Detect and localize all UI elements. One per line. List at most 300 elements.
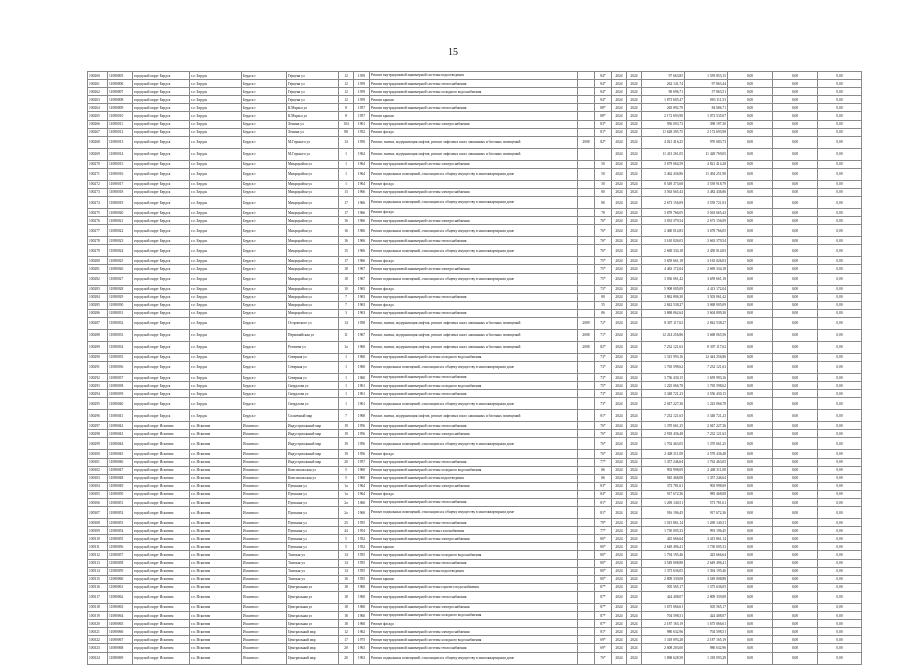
cell-commission-year bbox=[578, 128, 595, 136]
cell-municipal-district: городской округ Бердск bbox=[133, 225, 190, 237]
cell-street: Индустриальный мкр bbox=[287, 450, 339, 458]
cell-settlement: г.о. Бердск bbox=[190, 301, 242, 309]
cell-municipal-district: городской округ Искитим bbox=[133, 430, 190, 438]
cell-work-type: Ремонт внутридомовой инженерной системы теплоснабжения bbox=[370, 591, 578, 603]
cell-cost-fund: 3 668 065,56 bbox=[685, 329, 728, 341]
cell-locality: Искитим г bbox=[242, 466, 287, 474]
cell-record-id: 100308 bbox=[88, 519, 108, 527]
cell-work-type: Ремонт внутридомовой инженерной системы электроснабжения bbox=[370, 188, 578, 196]
table-row bbox=[88, 148, 862, 160]
cell-commission-year bbox=[578, 430, 595, 438]
cell-cost-budget-local: 0,00 bbox=[773, 422, 818, 430]
cell-cost-total: 3 348 721,23 bbox=[642, 390, 685, 398]
cell-record-id: 100266 bbox=[88, 120, 108, 128]
cell-cost-budget-local: 0,00 bbox=[773, 466, 818, 474]
cell-locality: Бердск г bbox=[242, 197, 287, 209]
cell-cost-budget-local: 0,00 bbox=[773, 96, 818, 104]
cell-municipal-district: городской округ Искитим bbox=[133, 422, 190, 430]
cell-cost-other: 0,00 bbox=[818, 652, 862, 664]
cell-plan-end-year: 2024 bbox=[627, 341, 642, 353]
cell-street: Микрорайон ул bbox=[287, 285, 339, 293]
cell-cost-budget-local: 0,00 bbox=[773, 301, 818, 309]
cell-commission-year bbox=[578, 559, 595, 567]
cell-street: К.Маркса ул bbox=[287, 104, 339, 112]
cell-cost-fund: 2 809 339,08 bbox=[685, 591, 728, 603]
cell-cost-fund: 97 863,44 bbox=[685, 80, 728, 88]
cell-cost-budget-local: 0,00 bbox=[773, 225, 818, 237]
cell-cost-other: 0,00 bbox=[818, 519, 862, 527]
cell-street: Островского ул bbox=[287, 317, 339, 329]
cell-plan-start-year: 2024 bbox=[612, 148, 627, 160]
cell-locality: Бердск г bbox=[242, 341, 287, 353]
cell-settlement: г.о. Искитим bbox=[190, 499, 242, 507]
cell-cost-budget-local: 0,00 bbox=[773, 373, 818, 381]
cell-settlement: г.о. Искитим bbox=[190, 519, 242, 527]
cell-cost-budget-regional: 0,00 bbox=[728, 80, 773, 88]
table-row bbox=[88, 612, 862, 620]
cell-object-code: 11080069 bbox=[108, 652, 133, 664]
cell-street: К.Маркса ул bbox=[287, 112, 339, 120]
cell-record-id: 100307 bbox=[88, 507, 108, 519]
cell-street: Микрорайон ул bbox=[287, 209, 339, 217]
cell-cost-budget-regional: 0,00 bbox=[728, 398, 773, 410]
cell-municipal-district: городской округ Искитим bbox=[133, 466, 190, 474]
cell-plan-start-year: 2024 bbox=[612, 293, 627, 301]
cell-cost-other: 0,00 bbox=[818, 317, 862, 329]
cell-object-code: 11080034 bbox=[108, 341, 133, 353]
cell-record-id: 100324 bbox=[88, 652, 108, 664]
cell-street: М.Горького ул bbox=[287, 136, 339, 148]
cell-cost-fund: 398 197,30 bbox=[685, 120, 728, 128]
cell-build-year: 1960 bbox=[354, 507, 370, 519]
cell-cost-fund: 2 172 693,98 bbox=[685, 128, 728, 136]
cell-work-type: Ремонт внутридомовой инженерной системы теплоснабжения bbox=[370, 309, 578, 317]
table-row bbox=[88, 482, 862, 490]
cell-object-code: 11080030 bbox=[108, 301, 133, 309]
cell-plan-start-year: 2024 bbox=[612, 128, 627, 136]
cell-cost-other: 0,00 bbox=[818, 80, 862, 88]
cell-wear-percent: 87* bbox=[595, 612, 612, 620]
cell-cost-budget-local: 0,00 bbox=[773, 438, 818, 450]
table-row bbox=[88, 237, 862, 245]
cell-plan-start-year: 2024 bbox=[612, 390, 627, 398]
cell-cost-budget-regional: 0,00 bbox=[728, 237, 773, 245]
cell-build-year: 1960 bbox=[354, 499, 370, 507]
cell-cost-other: 0,00 bbox=[818, 458, 862, 466]
cell-cost-fund: 3 604 809,30 bbox=[685, 309, 728, 317]
cell-commission-year bbox=[578, 217, 595, 225]
cell-plan-end-year: 2024 bbox=[627, 450, 642, 458]
cell-plan-end-year: 2024 bbox=[627, 507, 642, 519]
cell-cost-budget-regional: 0,00 bbox=[728, 422, 773, 430]
table-row bbox=[88, 197, 862, 209]
cell-cost-fund: 1 675 066,61 bbox=[685, 620, 728, 628]
table-row bbox=[88, 458, 862, 466]
cell-locality: Искитим г bbox=[242, 527, 287, 535]
cell-build-year: 1955 bbox=[354, 559, 370, 567]
cell-settlement: г.о. Бердск bbox=[190, 209, 242, 217]
cell-locality: Бердск г bbox=[242, 225, 287, 237]
cell-commission-year bbox=[578, 591, 595, 603]
cell-build-year: 1961 bbox=[354, 382, 370, 390]
cell-street: Центральная ул bbox=[287, 620, 339, 628]
cell-cost-budget-regional: 0,00 bbox=[728, 603, 773, 611]
cell-wear-percent: 71* bbox=[595, 329, 612, 341]
cell-cost-budget-regional: 0,00 bbox=[728, 373, 773, 381]
cell-cost-total: 1 315 993,16 bbox=[642, 353, 685, 361]
cell-cost-budget-local: 0,00 bbox=[773, 519, 818, 527]
cell-street: Центральная ул bbox=[287, 603, 339, 611]
cell-work-type: Ремонт подвальных помещений, относящихся к общему имуществу в многоквартирном доме bbox=[370, 438, 578, 450]
cell-cost-budget-regional: 0,00 bbox=[728, 265, 773, 273]
cell-build-year: 1957 bbox=[354, 112, 370, 120]
cell-cost-fund: 1 072 535,07 bbox=[685, 112, 728, 120]
cell-plan-start-year: 2024 bbox=[612, 341, 627, 353]
cell-locality: Искитим г bbox=[242, 543, 287, 551]
cell-cost-total: 7 232 121,63 bbox=[642, 410, 685, 422]
cell-settlement: г.о. Бердск bbox=[190, 128, 242, 136]
cell-work-type: Ремонт внутридомовой инженерной системы теплоснабжения bbox=[370, 422, 578, 430]
cell-settlement: г.о. Бердск bbox=[190, 112, 242, 120]
cell-commission-year: 2008 bbox=[578, 329, 595, 341]
cell-settlement: г.о. Искитим bbox=[190, 482, 242, 490]
cell-cost-fund: 970 683,73 bbox=[685, 136, 728, 148]
cell-plan-start-year: 2024 bbox=[612, 88, 627, 96]
cell-wear-percent: 80 bbox=[595, 197, 612, 209]
cell-wear-percent: 83* bbox=[595, 482, 612, 490]
cell-build-year: 1964 bbox=[354, 168, 370, 180]
cell-cost-other: 0,00 bbox=[818, 559, 862, 567]
cell-cost-total: 1 375 636,05 bbox=[642, 567, 685, 575]
cell-object-code: 11080043 bbox=[108, 430, 133, 438]
cell-build-year: 1957 bbox=[354, 104, 370, 112]
cell-street: Микрорайон ул bbox=[287, 180, 339, 188]
cell-cost-budget-regional: 0,00 bbox=[728, 527, 773, 535]
cell-commission-year bbox=[578, 543, 595, 551]
cell-commission-year bbox=[578, 583, 595, 591]
cell-plan-end-year: 2024 bbox=[627, 72, 642, 80]
cell-cost-total: 3 679 064,59 bbox=[642, 160, 685, 168]
cell-cost-fund: 2 047 227,36 bbox=[685, 422, 728, 430]
cell-object-code: 11080016 bbox=[108, 168, 133, 180]
cell-record-id: 100282 bbox=[88, 273, 108, 285]
cell-build-year: 1956 bbox=[354, 422, 370, 430]
cell-work-type: Ремонт подвальных помещений, относящихся к общему имуществу в многоквартирном доме bbox=[370, 273, 578, 285]
cell-house-number: 104 bbox=[339, 120, 354, 128]
cell-cost-budget-local: 0,00 bbox=[773, 490, 818, 498]
cell-settlement: г.о. Бердск bbox=[190, 341, 242, 353]
cell-work-type: Ремонт внутридомовой инженерной системы горячего водоснабжения bbox=[370, 583, 578, 591]
cell-cost-budget-local: 0,00 bbox=[773, 474, 818, 482]
cell-settlement: г.о. Бердск bbox=[190, 398, 242, 410]
cell-cost-total: 1 794 195,46 bbox=[642, 551, 685, 559]
cell-cost-budget-regional: 0,00 bbox=[728, 361, 773, 373]
cell-house-number: 8 bbox=[339, 112, 354, 120]
cell-cost-other: 0,00 bbox=[818, 72, 862, 80]
cell-plan-end-year: 2024 bbox=[627, 591, 642, 603]
cell-cost-total: 2 809 339,08 bbox=[642, 575, 685, 583]
cell-house-number: 14 bbox=[339, 317, 354, 329]
cell-cost-budget-regional: 0,00 bbox=[728, 257, 773, 265]
cell-locality: Бердск г bbox=[242, 329, 287, 341]
cell-record-id: 100283 bbox=[88, 285, 108, 293]
cell-cost-fund: 1 375 636,05 bbox=[685, 583, 728, 591]
cell-object-code: 11080036 bbox=[108, 361, 133, 373]
table-row bbox=[88, 317, 862, 329]
cell-plan-end-year: 2024 bbox=[627, 225, 642, 237]
cell-plan-start-year: 2024 bbox=[612, 273, 627, 285]
table-row bbox=[88, 628, 862, 636]
cell-settlement: г.о. Бердск bbox=[190, 382, 242, 390]
cell-municipal-district: городской округ Бердск bbox=[133, 293, 190, 301]
cell-municipal-district: городской округ Бердск bbox=[133, 329, 190, 341]
cell-record-id: 100288 bbox=[88, 329, 108, 341]
cell-plan-end-year: 2024 bbox=[627, 373, 642, 381]
cell-record-id: 100285 bbox=[88, 301, 108, 309]
cell-house-number: 18 bbox=[339, 612, 354, 620]
cell-house-number: 25 bbox=[339, 519, 354, 527]
cell-cost-budget-regional: 0,00 bbox=[728, 559, 773, 567]
cell-municipal-district: городской округ Бердск bbox=[133, 257, 190, 265]
cell-cost-fund: 7 232 121,63 bbox=[685, 430, 728, 438]
cell-cost-other: 0,00 bbox=[818, 482, 862, 490]
cell-street: Томская ул bbox=[287, 559, 339, 567]
cell-municipal-district: городской округ Бердск bbox=[133, 237, 190, 245]
cell-cost-budget-local: 0,00 bbox=[773, 583, 818, 591]
cell-commission-year bbox=[578, 120, 595, 128]
cell-locality: Бердск г bbox=[242, 309, 287, 317]
cell-work-type: Ремонт крыши bbox=[370, 543, 578, 551]
cell-street: Ленина ул bbox=[287, 120, 339, 128]
cell-house-number: 19 bbox=[339, 422, 354, 430]
cell-locality: Искитим г bbox=[242, 535, 287, 543]
cell-object-code: 11080010 bbox=[108, 112, 133, 120]
cell-settlement: г.о. Искитим bbox=[190, 636, 242, 644]
cell-settlement: г.о. Искитим bbox=[190, 507, 242, 519]
table-row bbox=[88, 603, 862, 611]
cell-house-number: 14 bbox=[339, 567, 354, 575]
cell-record-id: 100309 bbox=[88, 527, 108, 535]
cell-house-number: 1 bbox=[339, 353, 354, 361]
cell-record-id: 100318 bbox=[88, 603, 108, 611]
cell-municipal-district: городской округ Бердск bbox=[133, 197, 190, 209]
cell-cost-budget-regional: 0,00 bbox=[728, 329, 773, 341]
cell-plan-end-year: 2024 bbox=[627, 482, 642, 490]
cell-cost-budget-regional: 0,00 bbox=[728, 430, 773, 438]
cell-plan-end-year: 2024 bbox=[627, 285, 642, 293]
cell-object-code: 11080039 bbox=[108, 390, 133, 398]
cell-commission-year: 2009 bbox=[578, 317, 595, 329]
cell-settlement: г.о. Бердск bbox=[190, 285, 242, 293]
cell-house-number: 5 bbox=[339, 474, 354, 482]
cell-cost-total: 1 873 605,47 bbox=[642, 96, 685, 104]
cell-object-code: 11080013 bbox=[108, 136, 133, 148]
cell-wear-percent: 77* bbox=[595, 458, 612, 466]
cell-cost-budget-local: 0,00 bbox=[773, 136, 818, 148]
cell-cost-fund: 2 669 334,18 bbox=[685, 265, 728, 273]
cell-wear-percent: 55 bbox=[595, 301, 612, 309]
cell-cost-budget-local: 0,00 bbox=[773, 361, 818, 373]
cell-cost-budget-local: 0,00 bbox=[773, 104, 818, 112]
cell-cost-budget-regional: 0,00 bbox=[728, 301, 773, 309]
table-row bbox=[88, 382, 862, 390]
cell-wear-percent: 80* bbox=[595, 535, 612, 543]
cell-cost-other: 0,00 bbox=[818, 499, 862, 507]
cell-house-number: 20 bbox=[339, 644, 354, 652]
cell-cost-other: 0,00 bbox=[818, 644, 862, 652]
cell-build-year: 1963 bbox=[354, 652, 370, 664]
table-row bbox=[88, 160, 862, 168]
cell-cost-total: 5 908 005,09 bbox=[642, 285, 685, 293]
cell-wear-percent: 73* bbox=[595, 373, 612, 381]
cell-wear-percent: 76* bbox=[595, 422, 612, 430]
cell-cost-other: 0,00 bbox=[818, 612, 862, 620]
cell-plan-start-year: 2024 bbox=[612, 301, 627, 309]
cell-record-id: 100297 bbox=[88, 422, 108, 430]
cell-cost-other: 0,00 bbox=[818, 293, 862, 301]
cell-commission-year bbox=[578, 168, 595, 180]
cell-plan-end-year: 2024 bbox=[627, 104, 642, 112]
cell-work-type: Ремонт крыши bbox=[370, 112, 578, 120]
cell-build-year: 1952 bbox=[354, 128, 370, 136]
cell-cost-total: 916 196,45 bbox=[642, 507, 685, 519]
cell-house-number: 88 bbox=[339, 128, 354, 136]
cell-record-id: 100315 bbox=[88, 575, 108, 583]
cell-cost-total: 945 468,08 bbox=[642, 474, 685, 482]
cell-cost-other: 0,00 bbox=[818, 474, 862, 482]
cell-cost-budget-regional: 0,00 bbox=[728, 293, 773, 301]
cell-plan-start-year: 2024 bbox=[612, 559, 627, 567]
cell-street: Микрорайон ул bbox=[287, 245, 339, 257]
cell-object-code: 11080035 bbox=[108, 353, 133, 361]
cell-cost-budget-local: 0,00 bbox=[773, 245, 818, 257]
cell-municipal-district: городской округ Бердск bbox=[133, 265, 190, 273]
cell-plan-start-year: 2024 bbox=[612, 474, 627, 482]
cell-object-code: 11080061 bbox=[108, 583, 133, 591]
cell-municipal-district: городской округ Бердск bbox=[133, 96, 190, 104]
cell-commission-year bbox=[578, 160, 595, 168]
cell-cost-fund: 1 318 093,28 bbox=[685, 652, 728, 664]
cell-locality: Бердск г bbox=[242, 237, 287, 245]
cell-plan-start-year: 2024 bbox=[612, 438, 627, 450]
cell-cost-budget-local: 0,00 bbox=[773, 317, 818, 329]
cell-cost-budget-regional: 0,00 bbox=[728, 197, 773, 209]
cell-cost-budget-regional: 0,00 bbox=[728, 160, 773, 168]
table-row bbox=[88, 551, 862, 559]
cell-record-id: 100310 bbox=[88, 535, 108, 543]
cell-locality: Бердск г bbox=[242, 72, 287, 80]
cell-work-type: Ремонт внутридомовой инженерной системы холодного водоснабжения bbox=[370, 88, 578, 96]
cell-object-code: 11080042 bbox=[108, 422, 133, 430]
cell-object-code: 11080040 bbox=[108, 398, 133, 410]
cell-cost-fund: 3 068 005,09 bbox=[685, 301, 728, 309]
cell-locality: Бердск г bbox=[242, 112, 287, 120]
cell-build-year: 1967 bbox=[354, 265, 370, 273]
cell-cost-budget-regional: 0,00 bbox=[728, 225, 773, 237]
cell-object-code: 11080062 bbox=[108, 591, 133, 603]
cell-house-number: 19 bbox=[339, 430, 354, 438]
cell-record-id: 100306 bbox=[88, 499, 108, 507]
cell-locality: Бердск г bbox=[242, 285, 287, 293]
cell-commission-year bbox=[578, 535, 595, 543]
cell-cost-budget-regional: 0,00 bbox=[728, 209, 773, 217]
cell-build-year: 1961 bbox=[354, 398, 370, 410]
cell-house-number: 20 bbox=[339, 652, 354, 664]
cell-plan-start-year: 2024 bbox=[612, 285, 627, 293]
cell-cost-total: 1 269 140,51 bbox=[642, 499, 685, 507]
cell-locality: Бердск г bbox=[242, 148, 287, 160]
cell-cost-fund: 3 563 665,43 bbox=[685, 209, 728, 217]
cell-house-number: 19 bbox=[339, 450, 354, 458]
cell-wear-percent: 84* bbox=[595, 72, 612, 80]
cell-house-number: 1 bbox=[339, 160, 354, 168]
cell-cost-fund: 3 539 918,79 bbox=[685, 180, 728, 188]
cell-cost-fund: 1 357 246,64 bbox=[685, 474, 728, 482]
cell-locality: Искитим г bbox=[242, 458, 287, 466]
cell-cost-other: 0,00 bbox=[818, 353, 862, 361]
cell-cost-budget-local: 0,00 bbox=[773, 80, 818, 88]
cell-plan-end-year: 2024 bbox=[627, 620, 642, 628]
cell-street: Центральный мкр bbox=[287, 636, 339, 644]
cell-cost-fund: 4 821 414,28 bbox=[685, 160, 728, 168]
cell-record-id: 100313 bbox=[88, 559, 108, 567]
cell-plan-start-year: 2024 bbox=[612, 652, 627, 664]
cell-plan-start-year: 2024 bbox=[612, 636, 627, 644]
cell-record-id: 100293 bbox=[88, 382, 108, 390]
cell-object-code: 11080006 bbox=[108, 80, 133, 88]
cell-commission-year bbox=[578, 72, 595, 80]
cell-commission-year bbox=[578, 180, 595, 188]
cell-cost-fund: 12 444 256,86 bbox=[685, 353, 728, 361]
cell-plan-start-year: 2024 bbox=[612, 519, 627, 527]
cell-locality: Искитим г bbox=[242, 636, 287, 644]
cell-settlement: г.о. Бердск bbox=[190, 80, 242, 88]
table-row bbox=[88, 136, 862, 148]
cell-wear-percent: 69* bbox=[595, 644, 612, 652]
cell-object-code: 11080032 bbox=[108, 317, 133, 329]
cell-house-number: 17 bbox=[339, 197, 354, 209]
cell-cost-total: 1 370 661,25 bbox=[642, 422, 685, 430]
cell-cost-fund: 917 672,36 bbox=[685, 507, 728, 519]
cell-wear-percent: 82* bbox=[595, 341, 612, 353]
cell-cost-budget-local: 0,00 bbox=[773, 482, 818, 490]
cell-locality: Бердск г bbox=[242, 88, 287, 96]
cell-commission-year bbox=[578, 410, 595, 422]
cell-cost-budget-regional: 0,00 bbox=[728, 168, 773, 180]
cell-municipal-district: городской округ Искитим bbox=[133, 628, 190, 636]
cell-work-type: Ремонт внутридомовой инженерной системы электроснабжения bbox=[370, 217, 578, 225]
cell-cost-budget-local: 0,00 bbox=[773, 88, 818, 96]
cell-plan-end-year: 2024 bbox=[627, 160, 642, 168]
cell-street: Пушкина ул bbox=[287, 482, 339, 490]
cell-cost-total: 704 598,51 bbox=[642, 612, 685, 620]
cell-cost-budget-local: 0,00 bbox=[773, 591, 818, 603]
cell-commission-year bbox=[578, 96, 595, 104]
cell-build-year: 1965 bbox=[354, 285, 370, 293]
cell-plan-end-year: 2024 bbox=[627, 422, 642, 430]
cell-record-id: 100312 bbox=[88, 551, 108, 559]
cell-record-id: 100271 bbox=[88, 168, 108, 180]
table-row bbox=[88, 168, 862, 180]
table-row bbox=[88, 245, 862, 257]
cell-street: Микрорайон ул bbox=[287, 265, 339, 273]
cell-plan-start-year: 2024 bbox=[612, 551, 627, 559]
cell-wear-percent: 76* bbox=[595, 217, 612, 225]
cell-settlement: г.о. Бердск bbox=[190, 120, 242, 128]
cell-cost-budget-local: 0,00 bbox=[773, 551, 818, 559]
cell-street: Свердлова ул bbox=[287, 390, 339, 398]
cell-house-number: 3 bbox=[339, 309, 354, 317]
